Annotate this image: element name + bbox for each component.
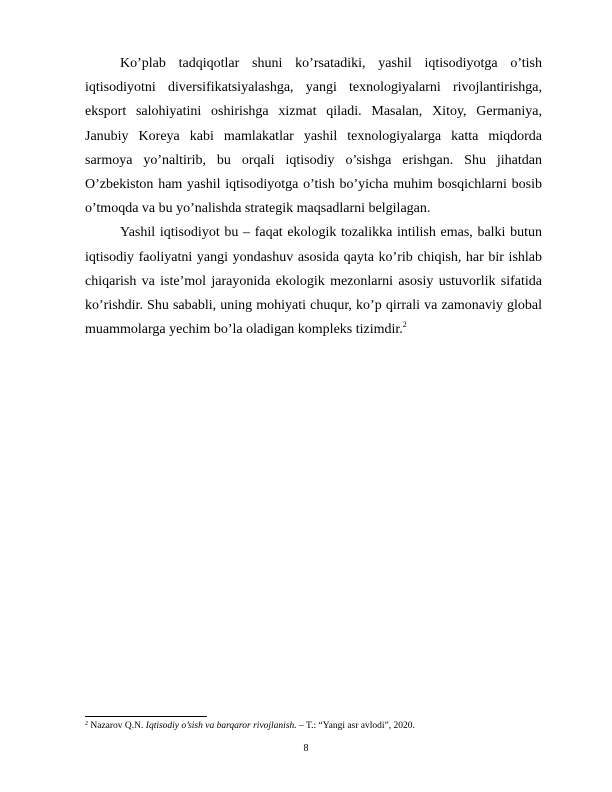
page-number: 8 <box>303 743 309 754</box>
footnote-number: 2 <box>85 721 88 727</box>
footnote-title: Iqtisodiy o’sish va barqaror rivojlanish. <box>145 721 297 731</box>
paragraph-1 <box>85 52 542 221</box>
paragraph-1-text: Ko’plab tadqiqotlar shuni ko’rsatadiki, yashil iqtisodiyotga o’tish iqtisodiyotni diversifikatsiyalashga, yangi texnologiyalarni rivojlantirishga, eksport salohiyatini oshirishga xizmat qiladi. Masalan, Xitoy, Germaniya, Janubiy Koreya kabi mamlakatlar yashil texnologiyalarga katta miqdorda sarmoya yo’naltirib, bu orqali iqtisodiy o’sishga erishgan. Shu jihatdan O’zbekiston ham yashil iqtisodiyotga o’tish bo’yicha muhim bosqichlarni bosib o’tmoqda va bu yo’nalishda strategik maqsadlarni belgilagan. <box>85 56 542 217</box>
footnote-author: Nazarov Q.N. <box>88 721 146 731</box>
footnote <box>85 720 555 732</box>
body-text <box>85 52 542 342</box>
footnote-reference[interactable]: 2 <box>402 320 407 330</box>
paragraph-2-text: Yashil iqtisodiyot bu – faqat ekologik tozalikka intilish emas, balki butun iqtisodiy faoliyatni yangi yondashuv asosida qayta ko’rib chiqish, har bir ishlab chiqarish va iste’mol jarayonida ekologik mezonlarni asosiy ustuvorlik sifatida ko’rishdir. Shu sababli, uning mohiyati chuqur, ko’p qirrali va zamonaviy global muammolarga yechim bo’la oladigan kompleks tizimdir. <box>85 225 542 338</box>
paragraph-2 <box>85 221 542 342</box>
footnote-publisher: – T.: “Yangi asr avlodi”, 2020. <box>296 721 415 731</box>
footnote-divider <box>85 716 207 717</box>
